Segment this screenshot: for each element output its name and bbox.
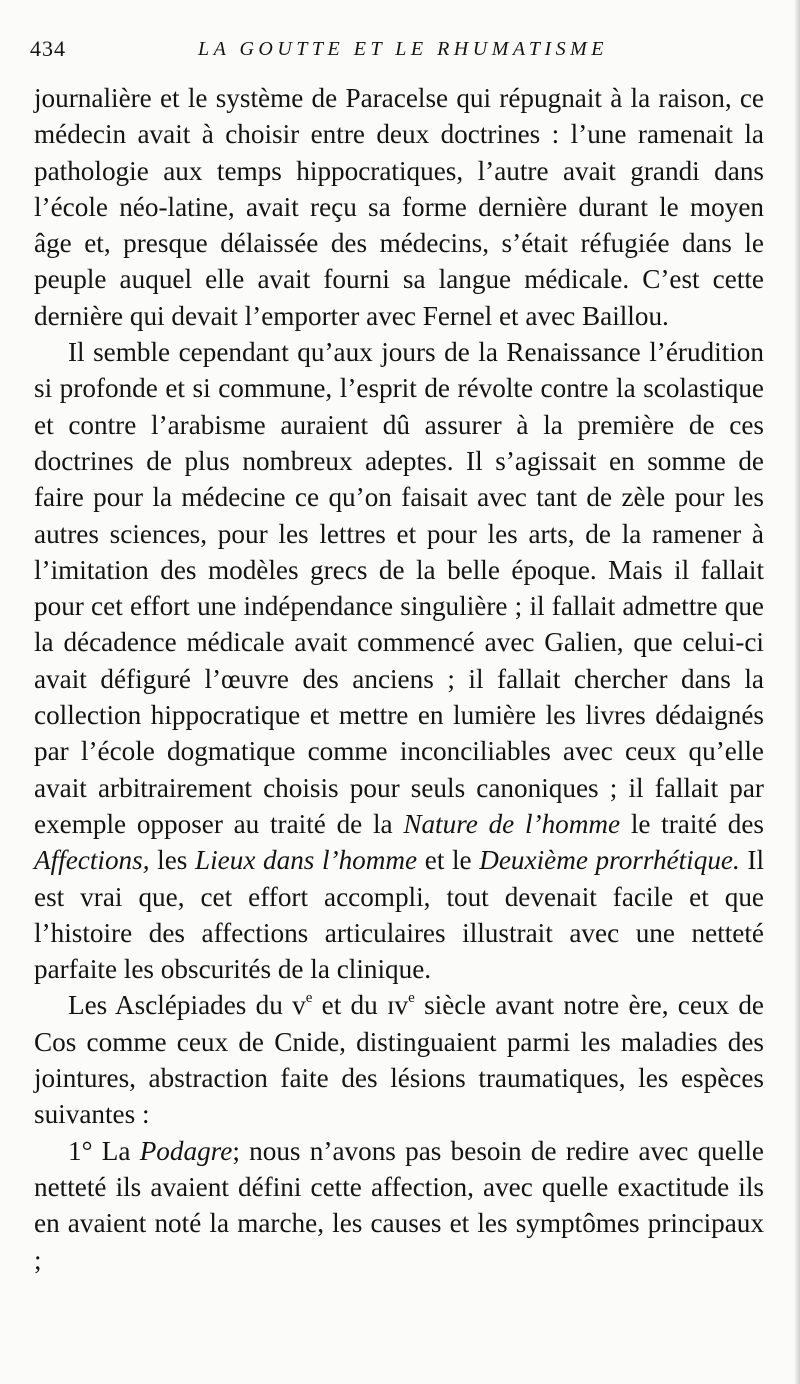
running-title: LA GOUTTE ET LE RHUMATISME <box>198 38 608 60</box>
superscript-e-2: e <box>408 990 415 1007</box>
paragraph-3-text-b: et du ɪv <box>321 990 409 1021</box>
paragraph-2-text-c: les <box>157 845 188 876</box>
paragraph-3-text-a: Les Asclépiades du v <box>68 990 306 1021</box>
title-affections: Affections, <box>34 845 150 876</box>
paragraph-2-text-a: Il semble cependant qu’aux jours de la Renaissance l’érudition si profonde et si commune, l’esprit de révolte contre la scolastique et contre l’arabisme auraient dû assurer à la première de ces doctrines de plus nombreux adeptes. Il s’agissait en somme de faire pour la médecine ce qu’on faisait avec tant de zèle pour les autres sciences, pour les lettres et pour les arts, de la ramener à l’imitation des modèles grecs de la belle époque. Mais il fallait pour cet effort une indépendance singulière ; il fallait admettre que la décadence médicale avait commencé avec Galien, que celui-ci avait défiguré l’œuvre des anciens ; il fallait chercher dans la collection hippocratique et mettre en lumière les livres dédaignés par l’école dogmatique comme inconciliables avec ceux qu’elle avait arbitrairement choisis pour seuls canoniques ; il fallait par exemple opposer au traité de la <box>34 337 764 839</box>
title-lieux-dans-l-homme: Lieux dans l’homme <box>194 845 418 876</box>
scan-edge-shadow <box>794 0 800 1384</box>
paragraph-3 <box>34 987 764 1132</box>
title-nature-de-l-homme: Nature de l’homme <box>403 808 621 839</box>
page-header <box>30 36 760 66</box>
paragraph-2-text-b: le traité des <box>630 808 764 839</box>
paragraph-4-text-b: ; nous n’avons pas besoin de redire avec quelle netteté ils avaient défini cette affection, avec quelle exactitude ils en avaient noté la marche, les causes et les symptômes principaux ; <box>34 1135 765 1275</box>
paragraph-2-text-d: et le <box>424 845 472 876</box>
paragraph-2-text-e: Il est vrai que, cet effort accompli, tout devenait facile et que l’histoire des affections articulaires illustrait avec une netteté parfaite les obscurités de la clinique. <box>34 845 765 985</box>
paragraph-4 <box>34 1133 764 1278</box>
page-number: 434 <box>30 36 66 61</box>
paragraph-1-text: journalière et le système de Paracelse qui répugnait à la raison, ce médecin avait à choisir entre deux doctrines : l’une ramenait la pathologie aux temps hippocratiques, l’autre avait grandi dans l’école néo-latine, avait reçu sa forme dernière durant le moyen âge et, presque délaissée des médecins, s’était réfugiée dans le peuple auquel elle avait fourni sa langue médicale. C’est cette dernière qui devait l’emporter avec Fernel et avec Baillou. <box>34 83 764 331</box>
superscript-e-1: e <box>305 990 313 1007</box>
paragraph-2 <box>34 334 764 987</box>
term-podagre: Podagre <box>139 1135 233 1166</box>
title-deuxieme-prorrhetique: Deuxième prorrhétique. <box>479 845 740 876</box>
paragraph-3-text-c: siècle avant notre ère, ceux de Cos comme ceux de Cnide, distinguaient parmi les maladies des jointures, abstraction faite des lésions traumatiques, les espèces suivantes : <box>34 990 764 1130</box>
body-text <box>34 80 764 1278</box>
paragraph-4-text-a: 1° La <box>68 1135 131 1166</box>
paragraph-1 <box>34 80 764 334</box>
